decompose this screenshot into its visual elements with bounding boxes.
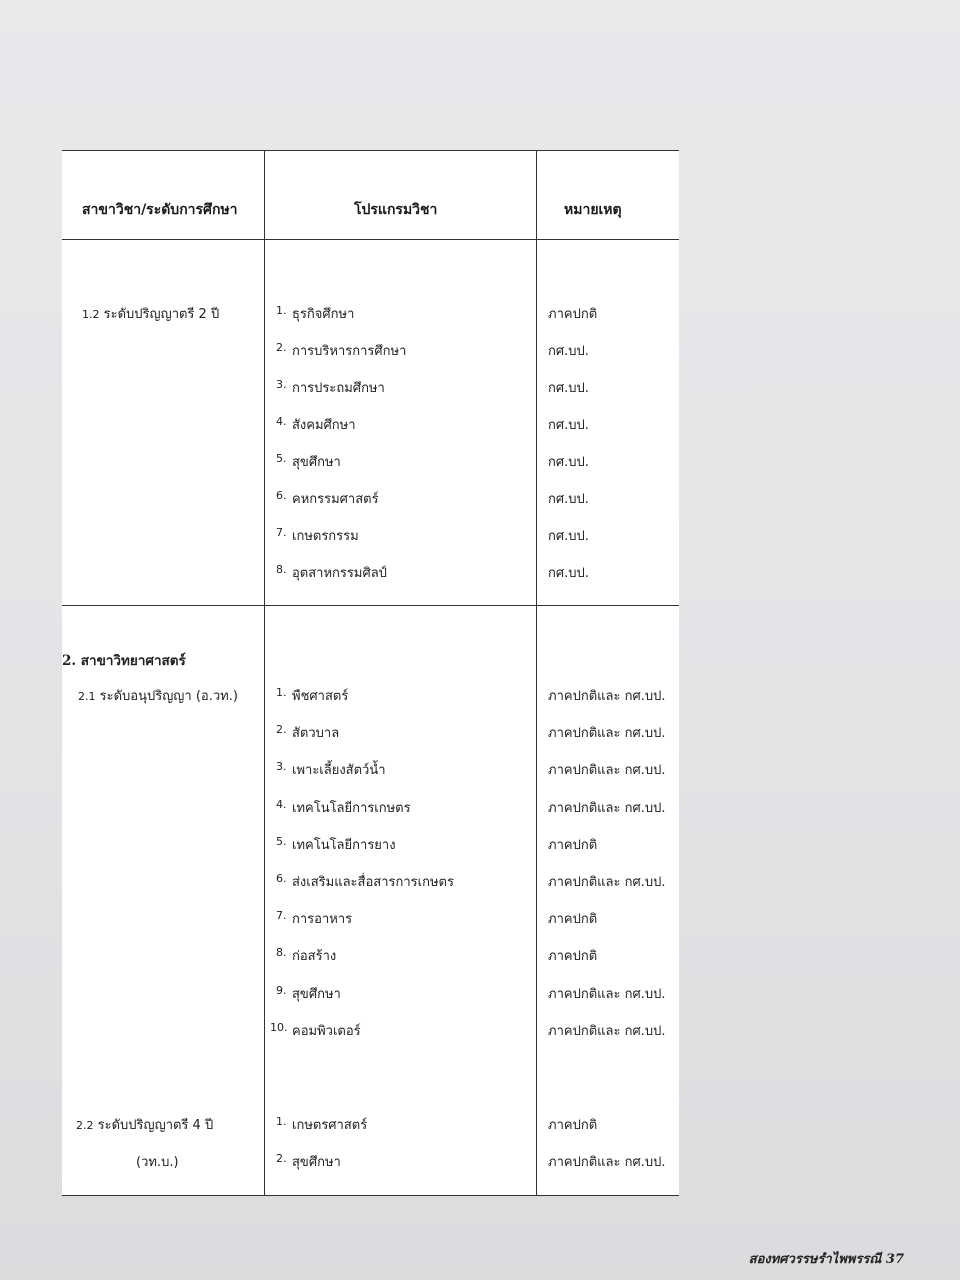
level-label: ระดับปริญญาตรี 2 ปี — [103, 307, 220, 322]
program-remark: ภาคปกติ — [548, 949, 598, 965]
header-divider — [62, 239, 679, 240]
program-number: 2. — [276, 723, 287, 737]
program-number: 7. — [276, 526, 287, 539]
program-row — [276, 908, 287, 923]
program-name: การอาหาร — [292, 912, 353, 928]
program-name: การบริหารการศึกษา — [292, 344, 407, 359]
program-number: 6. — [276, 872, 287, 885]
column-divider-1 — [264, 151, 265, 1195]
level-number: 2.1 — [78, 690, 96, 703]
program-remark: ภาคปกติ — [548, 307, 598, 322]
program-row — [276, 340, 287, 355]
program-name: สุขศึกษา — [292, 986, 341, 1002]
program-row — [276, 834, 287, 849]
page-footer: สองทศวรรษรำไพพรรณี 37 — [748, 1252, 904, 1267]
program-remark: กศ.บป. — [548, 455, 589, 470]
program-remark: ภาคปกติ — [548, 837, 598, 853]
program-name: ธุรกิจศึกษา — [292, 307, 355, 322]
program-row — [276, 983, 287, 998]
level-number: 2.2 — [76, 1119, 94, 1132]
program-remark: กศ.บป. — [548, 492, 589, 507]
program-row — [270, 1020, 288, 1035]
program-number: 4. — [276, 797, 287, 811]
branch-number: 2. — [62, 653, 77, 669]
program-name: ส่งเสริมและสื่อสารการเกษตร — [292, 875, 454, 890]
program-remark: กศ.บป. — [548, 344, 589, 359]
program-name: สุขศึกษา — [292, 1155, 341, 1170]
program-name: เทคโนโลยีการเกษตร — [292, 800, 411, 816]
program-remark: ภาคปกติและ กศ.บป. — [548, 763, 666, 779]
program-number: 3. — [276, 378, 287, 391]
program-name: คหกรรมศาสตร์ — [292, 492, 379, 507]
program-remark: กศ.บป. — [548, 381, 589, 396]
program-number: 5. — [276, 834, 287, 848]
level-2-1 — [78, 685, 238, 706]
program-number: 2. — [276, 341, 287, 354]
level-1-2 — [82, 303, 219, 324]
program-remark: ภาคปกติและ กศ.บป. — [548, 689, 666, 704]
program-remark: กศ.บป. — [548, 529, 589, 544]
program-name: สัตวบาล — [292, 726, 340, 742]
program-remark: ภาคปกติและ กศ.บป. — [548, 726, 666, 742]
level-label: ระดับอนุปริญญา (อ.วท.) — [99, 689, 238, 704]
program-name: พืชศาสตร์ — [292, 689, 349, 704]
program-number: 3. — [276, 760, 287, 774]
program-number: 8. — [276, 946, 287, 960]
program-number: 10. — [270, 1020, 288, 1034]
level-label: ระดับปริญญาตรี 4 ปี — [97, 1118, 214, 1133]
program-number: 7. — [276, 909, 287, 923]
program-row — [276, 488, 287, 503]
program-row — [276, 414, 287, 429]
program-row — [276, 871, 287, 886]
program-name: เพาะเลี้ยงสัตว์น้ำ — [292, 763, 386, 779]
branch-label: สาขาวิทยาศาสตร์ — [80, 653, 186, 669]
program-name: อุตสาหกรรมศิลป์ — [292, 566, 387, 581]
program-remark: ภาคปกติ — [548, 1118, 598, 1133]
program-row — [276, 377, 287, 392]
section-divider — [62, 605, 679, 606]
program-name: คอมพิวเตอร์ — [292, 1023, 361, 1039]
program-name: ก่อสร้าง — [292, 949, 337, 965]
column-divider-2 — [536, 151, 537, 1195]
program-number: 2. — [276, 1152, 287, 1165]
program-number: 5. — [276, 452, 287, 465]
program-row — [276, 722, 287, 737]
level-number: 1.2 — [82, 308, 100, 321]
program-remark: กศ.บป. — [548, 566, 589, 581]
program-name: เกษตรกรรม — [292, 529, 359, 544]
program-row — [276, 945, 287, 960]
program-row — [276, 303, 287, 318]
branch-science — [62, 649, 186, 671]
header-remarks: หมายเหตุ — [564, 202, 622, 218]
program-row — [276, 797, 287, 812]
level-2-2-sub: (วท.บ.) — [136, 1155, 179, 1170]
program-remark: ภาคปกติและ กศ.บป. — [548, 986, 666, 1002]
program-number: 1. — [276, 686, 287, 699]
program-remark: ภาคปกติและ กศ.บป. — [548, 875, 666, 890]
program-row — [276, 525, 287, 540]
program-name: สังคมศึกษา — [292, 418, 356, 433]
program-number: 1. — [276, 304, 287, 317]
program-number: 9. — [276, 983, 287, 997]
program-row — [276, 1151, 287, 1166]
program-row — [276, 451, 287, 466]
program-number: 8. — [276, 563, 287, 576]
program-remark: ภาคปกติและ กศ.บป. — [548, 1023, 666, 1039]
program-row — [276, 562, 287, 577]
program-number: 6. — [276, 489, 287, 502]
program-remark: ภาคปกติและ กศ.บป. — [548, 1155, 666, 1170]
header-program: โปรแกรมวิชา — [354, 202, 438, 218]
program-number: 4. — [276, 415, 287, 428]
program-row — [276, 1114, 287, 1129]
header-branch-level: สาขาวิชา/ระดับการศึกษา — [82, 202, 238, 218]
program-name: เกษตรศาสตร์ — [292, 1118, 368, 1133]
program-number: 1. — [276, 1115, 287, 1128]
level-2-2 — [76, 1114, 213, 1135]
program-name: สุขศึกษา — [292, 455, 341, 470]
program-table — [62, 150, 679, 1196]
program-remark: ภาคปกติ — [548, 912, 598, 928]
program-row — [276, 685, 287, 700]
program-remark: ภาคปกติและ กศ.บป. — [548, 800, 666, 816]
program-row — [276, 759, 287, 774]
program-remark: กศ.บป. — [548, 418, 589, 433]
program-name: การประถมศึกษา — [292, 381, 385, 396]
program-name: เทคโนโลยีการยาง — [292, 837, 396, 853]
